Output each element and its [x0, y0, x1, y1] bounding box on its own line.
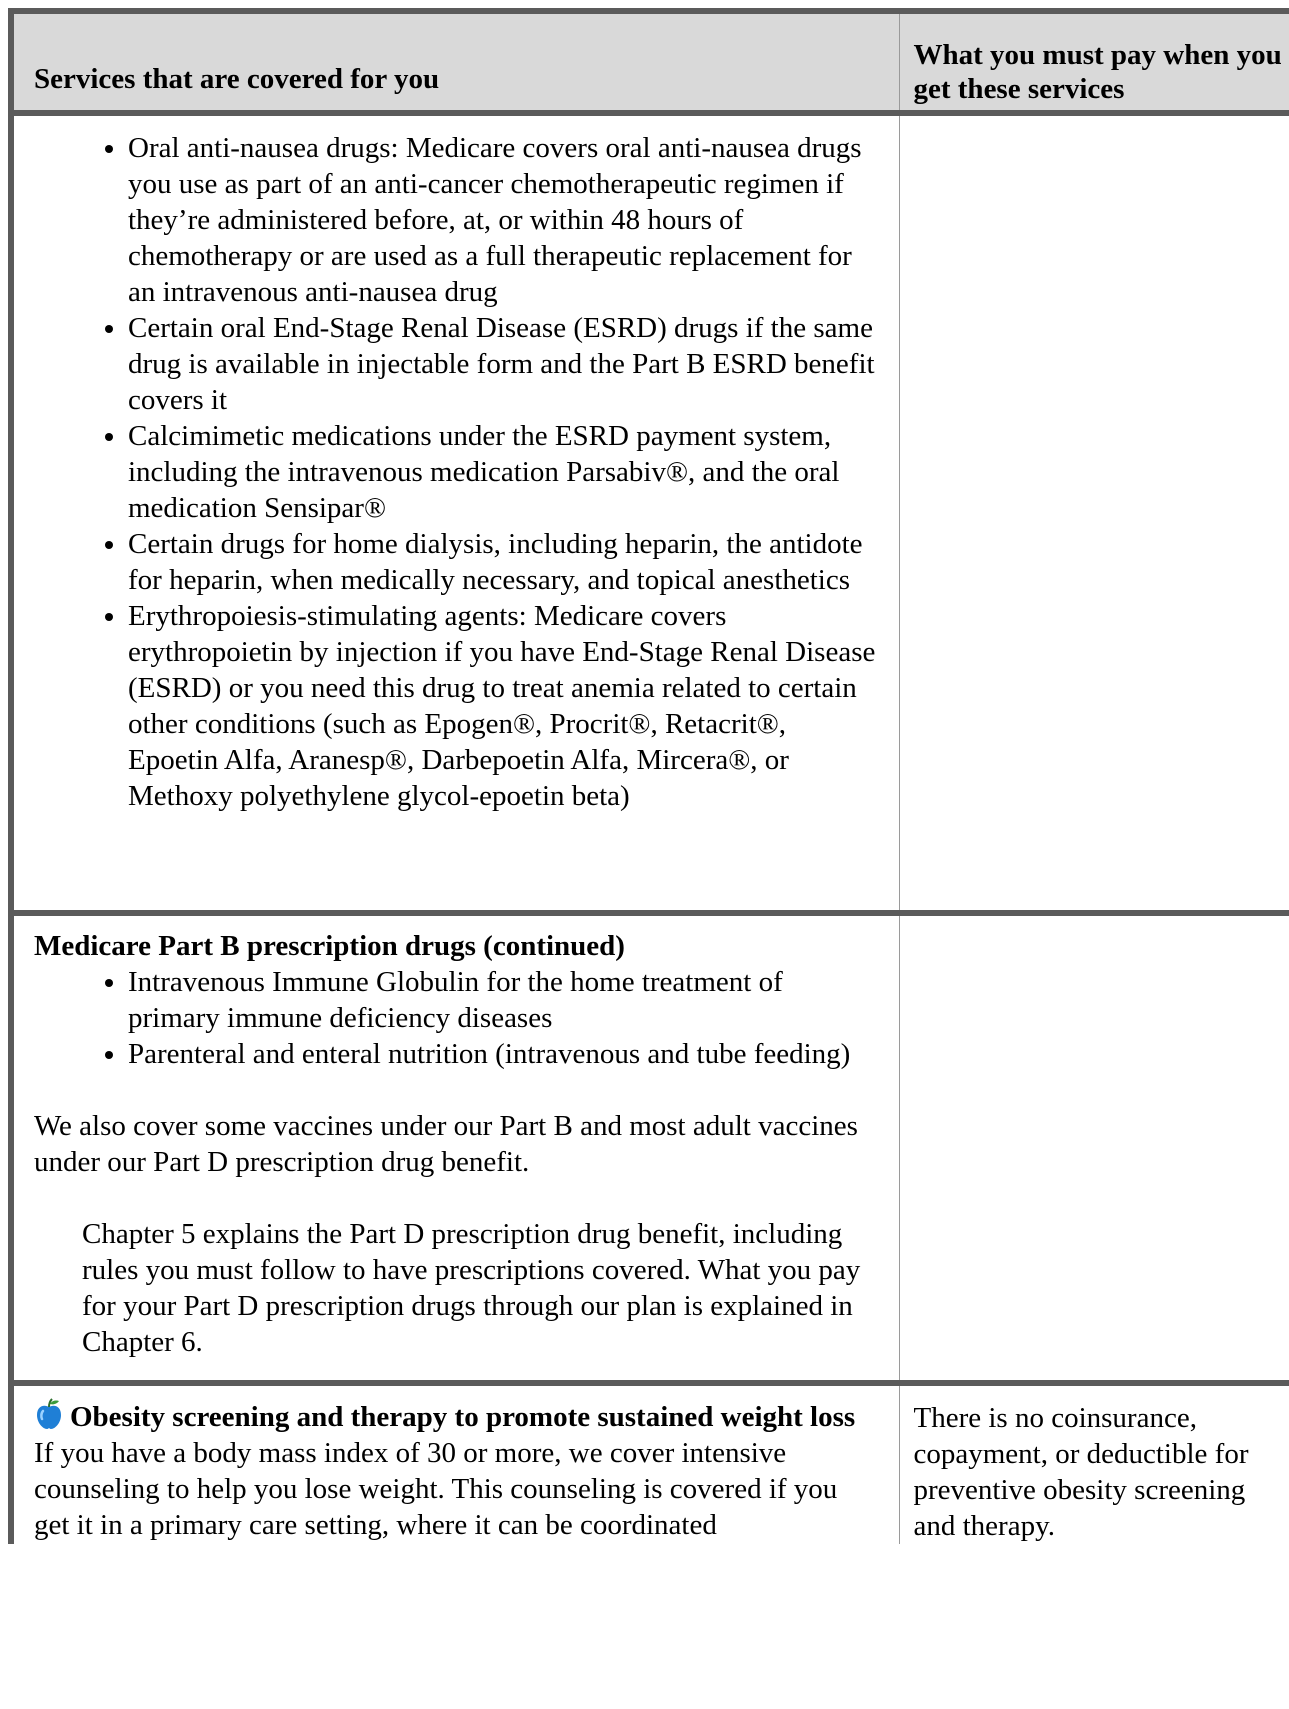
services-cell: [11, 1383, 899, 1544]
paragraph: We also cover some vaccines under our Part B and most adult vaccines under our Part D prescription drug benefit.: [34, 1110, 858, 1178]
table-row: [11, 1383, 1289, 1544]
list-item: • Certain drugs for home dialysis, including heparin, the antidote for heparin, when medically necessary, and topical anesthetics: [128, 526, 879, 598]
header-pay: What you must pay when you get these services: [899, 11, 1289, 113]
section-title-text: Obesity screening and therapy to promote sustained weight loss: [70, 1401, 856, 1433]
paragraph: Chapter 5 explains the Part D prescription drug benefit, including rules you must follow to have prescriptions covered. What you pay for your Part D prescription drugs through our plan is explained in Chapter 6.: [82, 1218, 861, 1358]
apple-icon: [34, 1398, 64, 1430]
bullet-list: [34, 964, 879, 1072]
header-services: Services that are covered for you: [11, 11, 899, 113]
list-item: • Erythropoiesis-stimulating agents: Medicare covers erythropoietin by injection if you have End-Stage Renal Disease (ESRD) or you need this drug to treat anemia related to certain other conditions (such as Epogen®, Procrit®, Retacrit®, Epoetin Alfa, Aranesp®, Darbepoetin Alfa, Mircera®, or Methoxy polyethylene glycol-epoetin beta): [128, 598, 879, 814]
benefits-table: [8, 8, 1289, 1544]
pay-cell: [899, 1383, 1289, 1544]
list-item: • Intravenous Immune Globulin for the home treatment of primary immune deficiency diseases: [128, 964, 879, 1036]
paragraph: If you have a body mass index of 30 or more, we cover intensive counseling to help you lose weight. This counseling is covered if you get it in a primary care setting, where it can be coordinated: [34, 1437, 838, 1541]
table-row: [11, 913, 1289, 1383]
pay-cell: [899, 913, 1289, 1383]
section-title: [34, 1398, 879, 1435]
list-item: • Oral anti-nausea drugs: Medicare covers oral anti-nausea drugs you use as part of an anti-cancer chemotherapeutic regimen if they’re administered before, at, or within 48 hours of chemotherapy or are used as a full therapeutic replacement for an intravenous anti-nausea drug: [128, 130, 879, 310]
bullet-list: [34, 130, 879, 814]
list-item: • Certain oral End-Stage Renal Disease (ESRD) drugs if the same drug is available in injectable form and the Part B ESRD benefit covers it: [128, 310, 879, 418]
table-row: [11, 113, 1289, 913]
services-cell: [11, 113, 899, 913]
section-title: Medicare Part B prescription drugs (continued): [34, 930, 625, 962]
list-item: • Calcimimetic medications under the ESRD payment system, including the intravenous medication Parsabiv®, and the oral medication Sensipar®: [128, 418, 879, 526]
list-item: • Parenteral and enteral nutrition (intravenous and tube feeding): [128, 1036, 879, 1072]
services-cell: [11, 913, 899, 1383]
table-header-row: [11, 11, 1289, 113]
pay-cell: [899, 113, 1289, 913]
pay-text: There is no coinsurance, copayment, or deductible for preventive obesity screening and therapy.: [913, 1402, 1249, 1542]
